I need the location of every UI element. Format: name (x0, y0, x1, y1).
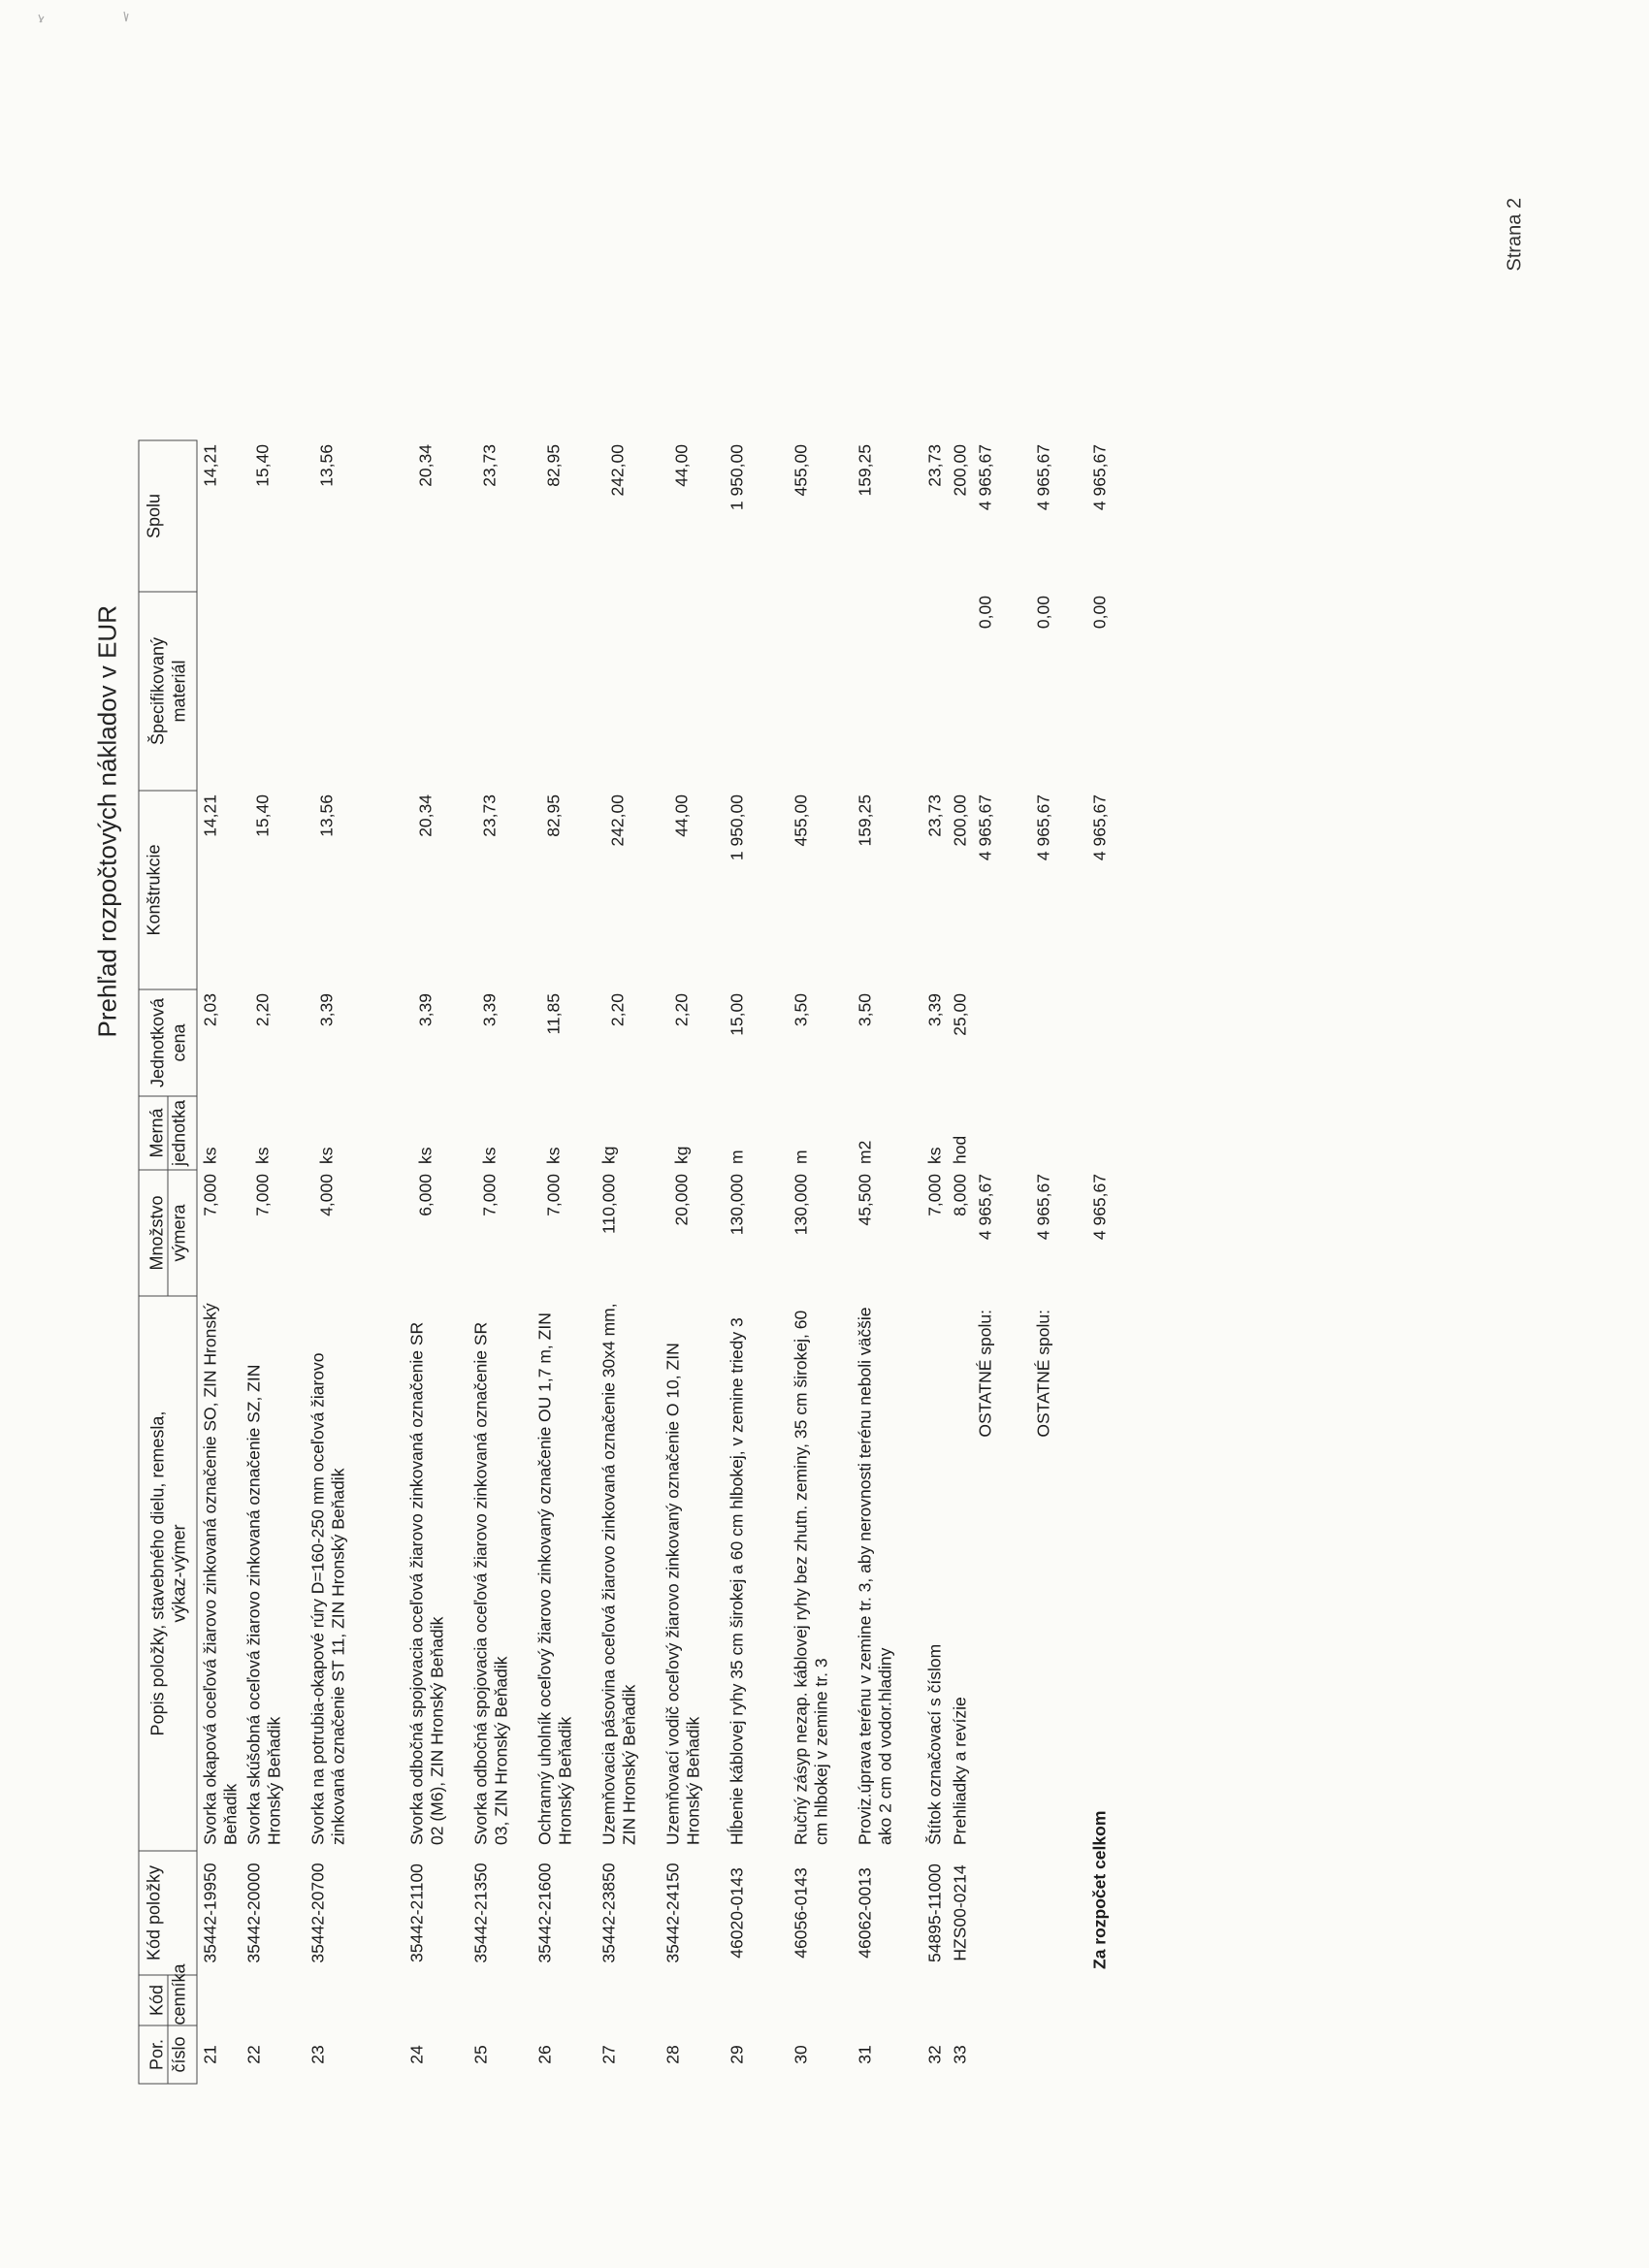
row-constructions: 1 950,00 (727, 794, 747, 861)
row-catalog (197, 1975, 242, 2025)
page-title: Prehľad rozpočtových nákladov v EUR (92, 605, 122, 1038)
row-constructions: 23,73 (924, 794, 945, 837)
row-catalog (404, 1975, 469, 2025)
row-description: Svorka skúšobná oceľová žiarovo zinkovaná označenie SZ, ZIN Hronský Beňadik (243, 1364, 284, 1845)
row-unit-price: 3,39 (415, 993, 436, 1027)
row-total: 23,73 (924, 444, 945, 487)
row-unit-price: 15,00 (727, 993, 747, 1036)
row-material (922, 592, 948, 791)
row-constructions: 159,25 (855, 794, 875, 847)
row-index: 21 (200, 2045, 220, 2064)
table-row (597, 440, 661, 2084)
row-constructions: 15,40 (252, 794, 273, 837)
row-unit: ks (479, 1147, 500, 1164)
row-constructions: 455,00 (791, 794, 811, 847)
page-number: Strana 2 (1504, 197, 1526, 272)
col-description-header: Popis položky, stavebného dielu, remesla, výkaz-výmer (139, 1296, 197, 1851)
row-constructions: 44,00 (671, 794, 692, 837)
row-total: 13,56 (316, 444, 337, 487)
row-constructions: 200,00 (950, 794, 970, 847)
row-unit-price: 3,39 (924, 993, 945, 1027)
row-unit-price: 11,85 (543, 993, 564, 1035)
row-unit: ks (252, 1147, 273, 1164)
row-quantity: 4,000 (316, 1174, 337, 1216)
table-header (139, 440, 197, 2084)
row-unit: m (791, 1150, 811, 1164)
row-quantity: 8,000 (950, 1174, 970, 1216)
table-row (404, 440, 469, 2084)
row-total: 82,95 (543, 444, 564, 487)
row-unit: ks (316, 1147, 337, 1164)
row-description: Svorka okapová oceľová žiarovo zinkovaná označenie SO, ZIN Hronský Beňadik (200, 1303, 241, 1845)
row-code: 35442-19950 (200, 1863, 220, 1963)
table-row (789, 440, 853, 2084)
row-material (242, 592, 306, 791)
row-code: 46056-0143 (791, 1867, 811, 1959)
row-unit: ks (415, 1147, 436, 1164)
row-index: 23 (307, 2045, 328, 2064)
row-material (948, 592, 973, 791)
row-catalog (242, 1975, 306, 2025)
row-quantity: 7,000 (543, 1174, 564, 1216)
row-unit-price: 2,03 (200, 993, 220, 1027)
row-code: 35442-20000 (243, 1863, 264, 1963)
subtotal-label: OSTATNÉ spolu: (975, 1310, 995, 1438)
row-material (469, 592, 533, 791)
subtotal-quantity: 4 965,67 (1033, 1174, 1053, 1241)
row-unit-price: 2,20 (671, 993, 692, 1027)
row-code: 54895-11000 (924, 1863, 945, 1962)
row-code: 35442-21350 (470, 1863, 491, 1963)
row-quantity: 20,000 (671, 1174, 692, 1226)
row-constructions: 23,73 (479, 794, 500, 837)
row-total: 200,00 (950, 444, 970, 497)
row-description: Hĺbenie káblovej ryhy 35 cm širokej a 60 cm hlbokej, v zemine triedy 3 (727, 1317, 747, 1845)
row-material (197, 592, 242, 791)
row-total: 20,34 (415, 444, 436, 487)
row-unit: kg (671, 1146, 692, 1164)
col-unit-header: Merná jednotka (139, 1096, 197, 1170)
row-index: 31 (855, 2045, 875, 2064)
subtotal-row (1031, 440, 1087, 2084)
row-index: 25 (470, 2045, 491, 2064)
row-unit: m2 (855, 1140, 875, 1164)
table-row (725, 440, 789, 2084)
row-constructions: 20,34 (415, 794, 436, 837)
row-index: 33 (950, 2045, 970, 2064)
table-row (853, 440, 922, 2084)
row-unit-price: 25,00 (950, 993, 970, 1036)
row-total: 23,73 (479, 444, 500, 487)
row-material (533, 592, 597, 791)
row-unit: kg (598, 1146, 619, 1164)
row-quantity: 130,000 (791, 1174, 811, 1236)
row-description: Svorka odbočná spojovacia oceľová žiarovo zinkovaná označenie SR 03, ZIN Hronský Beňadik (470, 1321, 511, 1845)
row-description: Štítok označovací s číslom (924, 1643, 945, 1845)
row-unit-price: 3,50 (791, 993, 811, 1027)
row-unit-price: 3,39 (479, 993, 500, 1027)
row-material (725, 592, 789, 791)
table-row (197, 440, 242, 2084)
row-material (404, 592, 469, 791)
row-description: Ručný zásyp nezap. káblovej ryhy bez zhutn. zeminy, 35 cm širokej, 60 cm hlbokej v zemine tr. 3 (791, 1310, 831, 1845)
row-quantity: 7,000 (252, 1174, 273, 1216)
row-code: HZS00-0214 (950, 1864, 970, 1961)
row-quantity: 7,000 (479, 1174, 500, 1216)
row-catalog (789, 1975, 853, 2025)
col-constructions-header: Konštrukcie (139, 791, 197, 989)
col-total-header: Spolu (139, 440, 197, 592)
row-quantity: 130,000 (727, 1174, 747, 1236)
col-catalog-header: Kód cenníka (139, 1975, 197, 2025)
table-row (533, 440, 597, 2084)
subtotal-total: 4 965,67 (1033, 444, 1053, 511)
row-unit: ks (543, 1147, 564, 1164)
row-index: 32 (924, 2045, 945, 2064)
row-index: 22 (243, 2045, 264, 2064)
row-catalog (306, 1975, 404, 2025)
row-catalog (725, 1975, 789, 2025)
row-index: 30 (791, 2045, 811, 2064)
row-code: 35442-21600 (534, 1863, 555, 1963)
row-total: 159,25 (855, 444, 875, 497)
subtotal-constructions: 4 965,67 (1033, 794, 1053, 861)
grand-total-quantity: 4 965,67 (1089, 1174, 1110, 1241)
row-code: 35442-24150 (663, 1863, 683, 1963)
table-row (469, 440, 533, 2084)
row-unit: hod (950, 1135, 970, 1164)
row-unit-price: 3,50 (855, 993, 875, 1027)
row-code: 35442-21100 (406, 1863, 427, 1962)
row-description: Svorka na potrubia-okapové rúry D=160-250 mm oceľová žiarovo zinkovaná označenie ST 11, ZIN Hronský Beňadik (307, 1352, 348, 1845)
row-catalog (853, 1975, 922, 2025)
row-code: 35442-20700 (307, 1863, 328, 1963)
row-unit: ks (200, 1147, 220, 1164)
grand-total-constructions: 4 965,67 (1089, 794, 1110, 861)
row-quantity: 7,000 (200, 1174, 220, 1216)
col-material-header: Špecifikovaný materiál (139, 592, 197, 791)
row-description: Ochranný uholník oceľový žiarovo zinkovaný označenie OU 1,7 m, ZIN Hronský Beňadik (534, 1312, 575, 1845)
row-description: Uzemňovací vodič oceľový žiarovo zinkovaný označenie O 10, ZIN Hronský Beňadik (663, 1343, 703, 1845)
subtotal-material: 0,00 (975, 596, 995, 630)
row-catalog (469, 1975, 533, 2025)
table-row (661, 440, 725, 2084)
row-catalog (922, 1975, 948, 2025)
row-description: Proviz.úprava terénu v zemine tr. 3, aby nerovnosti terénu neboli väčšie ako 2 cm od vodor.hladiny (855, 1307, 895, 1845)
row-index: 27 (598, 2045, 619, 2064)
row-material (597, 592, 661, 791)
row-constructions: 242,00 (607, 794, 628, 847)
table-row (948, 440, 973, 2084)
col-item-code-header: Kód položky (139, 1851, 197, 1975)
row-total: 15,40 (252, 444, 273, 487)
row-unit-price: 3,39 (316, 993, 337, 1027)
row-material (306, 592, 404, 791)
row-quantity: 110,000 (598, 1174, 619, 1234)
col-quantity-header: Množstvo výmera (139, 1170, 197, 1296)
row-material (661, 592, 725, 791)
row-description: Prehliadky a revízie (950, 1697, 970, 1845)
row-index: 29 (727, 2045, 747, 2064)
row-quantity: 7,000 (924, 1174, 945, 1216)
row-index: 26 (534, 2045, 555, 2064)
row-constructions: 82,95 (543, 794, 564, 837)
row-catalog (533, 1975, 597, 2025)
col-unit-price-header: Jednotková cena (139, 989, 197, 1096)
row-total: 44,00 (671, 444, 692, 487)
row-quantity: 6,000 (415, 1174, 436, 1216)
row-unit-price: 2,20 (252, 993, 273, 1027)
row-unit: m (727, 1150, 747, 1164)
table-row (306, 440, 404, 2084)
row-code: 46020-0143 (727, 1867, 747, 1959)
row-total: 455,00 (791, 444, 811, 497)
row-unit-price: 2,20 (607, 993, 628, 1027)
row-catalog (948, 1975, 973, 2025)
row-catalog (597, 1975, 661, 2025)
col-index-header: Por. číslo (139, 2025, 197, 2084)
subtotal-row (973, 440, 1031, 2084)
row-description: Uzemňovacia pásovina oceľová žiarovo zinkovaná označenie 30x4 mm, ZIN Hronský Beňadik (598, 1303, 639, 1845)
row-index: 28 (663, 2045, 683, 2064)
grand-total-total: 4 965,67 (1089, 444, 1110, 511)
grand-total-label: Za rozpočet celkom (1089, 1810, 1110, 1969)
grand-total-row (1087, 440, 1126, 2084)
row-total: 1 950,00 (727, 444, 747, 511)
row-total: 14,21 (200, 444, 220, 487)
budget-sheet (93, 10, 1563, 2086)
row-code: 35442-23850 (598, 1863, 619, 1963)
row-index: 24 (406, 2045, 427, 2064)
row-constructions: 14,21 (200, 794, 220, 837)
row-total: 242,00 (607, 444, 628, 497)
budget-table (139, 440, 1126, 2085)
subtotal-total: 4 965,67 (975, 444, 995, 511)
table-row (922, 440, 948, 2084)
row-constructions: 13,56 (316, 794, 337, 837)
subtotal-constructions: 4 965,67 (975, 794, 995, 861)
row-description: Svorka odbočná spojovacia oceľová žiarovo zinkovaná označenie SR 02 (M6), ZIN Hronský Beňadik (406, 1321, 447, 1845)
subtotal-label: OSTATNÉ spolu: (1033, 1310, 1053, 1438)
row-unit: ks (924, 1147, 945, 1164)
row-code: 46062-0013 (855, 1867, 875, 1959)
table-body (197, 440, 1126, 2084)
subtotal-quantity: 4 965,67 (975, 1174, 995, 1241)
table-row (242, 440, 306, 2084)
row-material (853, 592, 922, 791)
row-catalog (661, 1975, 725, 2025)
row-quantity: 45,500 (855, 1174, 875, 1226)
grand-total-material: 0,00 (1089, 596, 1110, 630)
row-material (789, 592, 853, 791)
subtotal-material: 0,00 (1033, 596, 1053, 630)
